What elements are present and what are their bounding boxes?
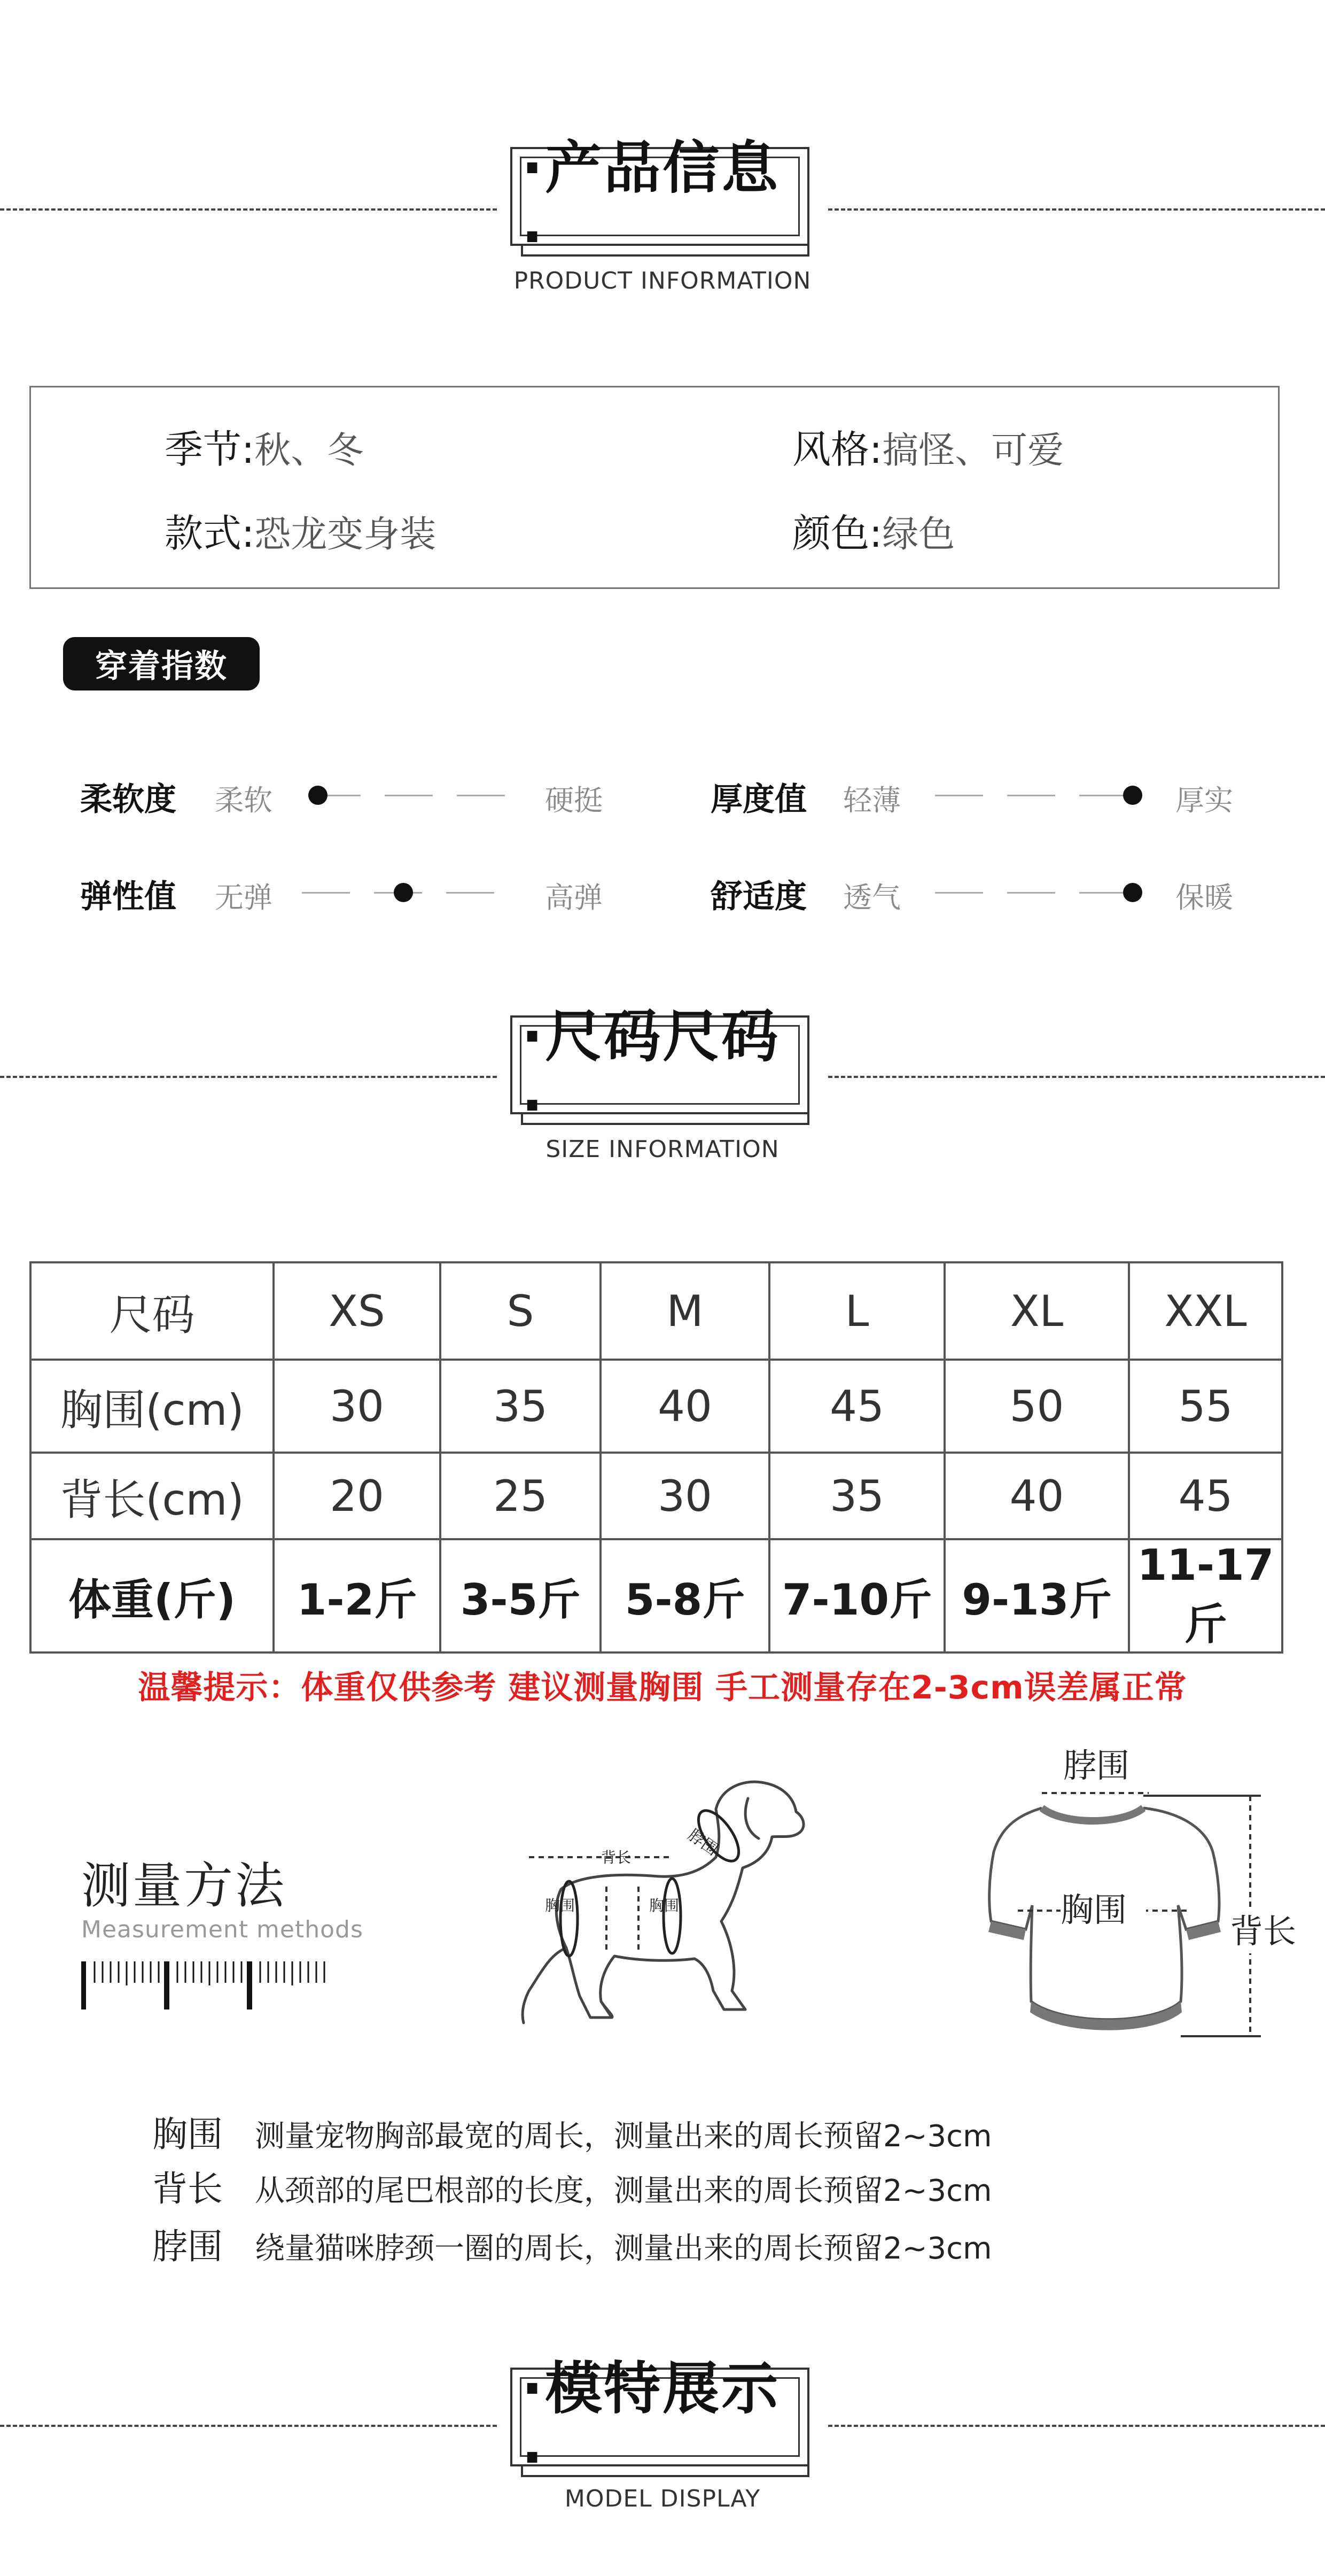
table-cell: 40 — [601, 1360, 769, 1453]
header-frame — [510, 135, 809, 270]
legend-term: 背长 — [152, 2168, 223, 2209]
dog-label-chest2: 胸围 — [649, 1897, 680, 1914]
table-cell: 尺码 — [30, 1262, 274, 1360]
divider-left — [0, 208, 497, 211]
scale-segment — [1079, 795, 1127, 796]
info-value: 搞怪、可爱 — [882, 430, 1064, 472]
table-cell: 体重(斤) — [30, 1539, 274, 1652]
legend-item — [152, 2160, 992, 2211]
header-frame — [510, 2356, 809, 2490]
scale-level-dot — [1123, 786, 1142, 805]
scale-level-dot — [394, 883, 413, 902]
info-color — [792, 502, 955, 558]
header-frame — [510, 1004, 809, 1138]
info-label: 风格: — [792, 427, 883, 472]
table-cell: 5-8斤 — [601, 1539, 769, 1652]
table-cell: 7-10斤 — [769, 1539, 945, 1652]
size-table — [29, 1261, 1283, 1654]
info-label: 季节: — [165, 427, 255, 472]
shirt-label-neck: 脖围 — [1063, 1746, 1130, 1785]
divider-right — [828, 1076, 1325, 1078]
table-cell: 30 — [274, 1360, 440, 1453]
table-cell: XS — [274, 1262, 440, 1360]
ruler-icon — [81, 1956, 332, 2015]
divider-left — [0, 1076, 497, 1078]
index-high: 硬挺 — [545, 783, 603, 817]
product-info-box — [29, 386, 1280, 589]
shirt-label-back: 背长 — [1230, 1912, 1297, 1951]
index-low: 无弹 — [215, 881, 272, 914]
scale-segment — [935, 892, 983, 894]
table-cell: 3-5斤 — [440, 1539, 601, 1652]
table-cell: 45 — [769, 1360, 945, 1453]
table-cell: 11-17斤 — [1129, 1539, 1282, 1652]
wear-index-badge: 穿着指数 — [63, 637, 260, 690]
table-cell: 1-2斤 — [274, 1539, 440, 1652]
table-cell: 40 — [945, 1453, 1129, 1539]
table-cell: 35 — [769, 1453, 945, 1539]
info-value: 恐龙变身装 — [254, 514, 437, 556]
shirt-label-chest: 胸围 — [1061, 1890, 1127, 1929]
scale-segment — [446, 892, 494, 894]
index-label: 弹性值 — [80, 878, 176, 915]
table-cell: 20 — [274, 1453, 440, 1539]
dog-illustration — [492, 1766, 823, 2044]
legend-desc: 绕量猫咪脖颈一圈的周长，测量出来的周长预留2~3cm — [255, 2231, 992, 2266]
table-cell: XXL — [1129, 1262, 1282, 1360]
warm-tip: 温馨提示：体重仅供参考 建议测量胸围 手工测量存在2-3cm误差属正常 — [138, 1669, 1187, 1706]
scale-segment — [457, 795, 505, 796]
legend-desc: 从颈部的尾巴根部的长度，测量出来的周长预留2~3cm — [255, 2174, 992, 2208]
scale-segment — [935, 795, 983, 796]
index-low: 透气 — [843, 881, 901, 914]
info-type — [165, 502, 436, 558]
table-row — [30, 1539, 1282, 1652]
divider-left — [0, 2425, 497, 2427]
section-subtitle: MODEL DISPLAY — [564, 2485, 761, 2512]
scale-level-dot — [308, 786, 328, 805]
info-label: 款式: — [165, 511, 255, 556]
index-high: 保暖 — [1175, 881, 1233, 914]
index-high: 厚实 — [1175, 783, 1233, 817]
table-cell: S — [440, 1262, 601, 1360]
info-value: 秋、冬 — [254, 430, 364, 472]
index-high: 高弹 — [545, 881, 603, 914]
table-row — [30, 1262, 1282, 1360]
scale-segment — [302, 892, 350, 894]
legend-desc: 测量宠物胸部最宽的周长，测量出来的周长预留2~3cm — [255, 2119, 992, 2154]
section-subtitle: PRODUCT INFORMATION — [513, 267, 812, 294]
table-cell: 9-13斤 — [945, 1539, 1129, 1652]
table-cell: 55 — [1129, 1360, 1282, 1453]
dog-label-chest1: 胸围 — [545, 1897, 575, 1914]
scale-segment — [1007, 892, 1055, 894]
index-label: 柔软度 — [80, 781, 176, 818]
measure-title: 测量方法 — [81, 1857, 287, 1914]
table-row — [30, 1453, 1282, 1539]
dog-label-back: 背长 — [601, 1849, 632, 1866]
index-low: 轻薄 — [843, 783, 901, 817]
table-cell: L — [769, 1262, 945, 1360]
table-cell: 胸围(cm) — [30, 1360, 274, 1453]
scale-segment — [385, 795, 433, 796]
section-title: ·产品信息· — [520, 157, 800, 236]
info-season — [165, 418, 363, 474]
legend-term: 脖围 — [152, 2226, 223, 2267]
scale-segment — [1007, 795, 1055, 796]
measure-subtitle: Measurement methods — [81, 1916, 363, 1943]
table-cell: 35 — [440, 1360, 601, 1453]
dog-label-neck: 脖围 — [684, 1825, 722, 1860]
index-label: 厚度值 — [711, 781, 807, 818]
legend-item — [152, 2218, 992, 2269]
shirt-illustration — [983, 1745, 1304, 2055]
legend-item — [152, 2106, 992, 2156]
table-cell: 50 — [945, 1360, 1129, 1453]
table-cell: M — [601, 1262, 769, 1360]
index-low: 柔软 — [215, 783, 272, 817]
table-cell: 25 — [440, 1453, 601, 1539]
section-subtitle: SIZE INFORMATION — [545, 1136, 780, 1163]
info-label: 颜色: — [792, 511, 883, 556]
info-style — [792, 418, 1064, 474]
table-row — [30, 1360, 1282, 1453]
table-cell: 45 — [1129, 1453, 1282, 1539]
index-label: 舒适度 — [711, 878, 807, 915]
scale-segment — [1079, 892, 1127, 894]
divider-right — [828, 2425, 1325, 2427]
section-title: ·模特展示· — [520, 2377, 800, 2457]
table-cell: XL — [945, 1262, 1129, 1360]
table-cell: 30 — [601, 1453, 769, 1539]
scale-level-dot — [1123, 883, 1142, 902]
divider-right — [828, 208, 1325, 211]
legend-term: 胸围 — [152, 2114, 223, 2155]
section-title: ·尺码尺码· — [520, 1025, 800, 1105]
info-value: 绿色 — [882, 514, 955, 556]
table-cell: 背长(cm) — [30, 1453, 274, 1539]
